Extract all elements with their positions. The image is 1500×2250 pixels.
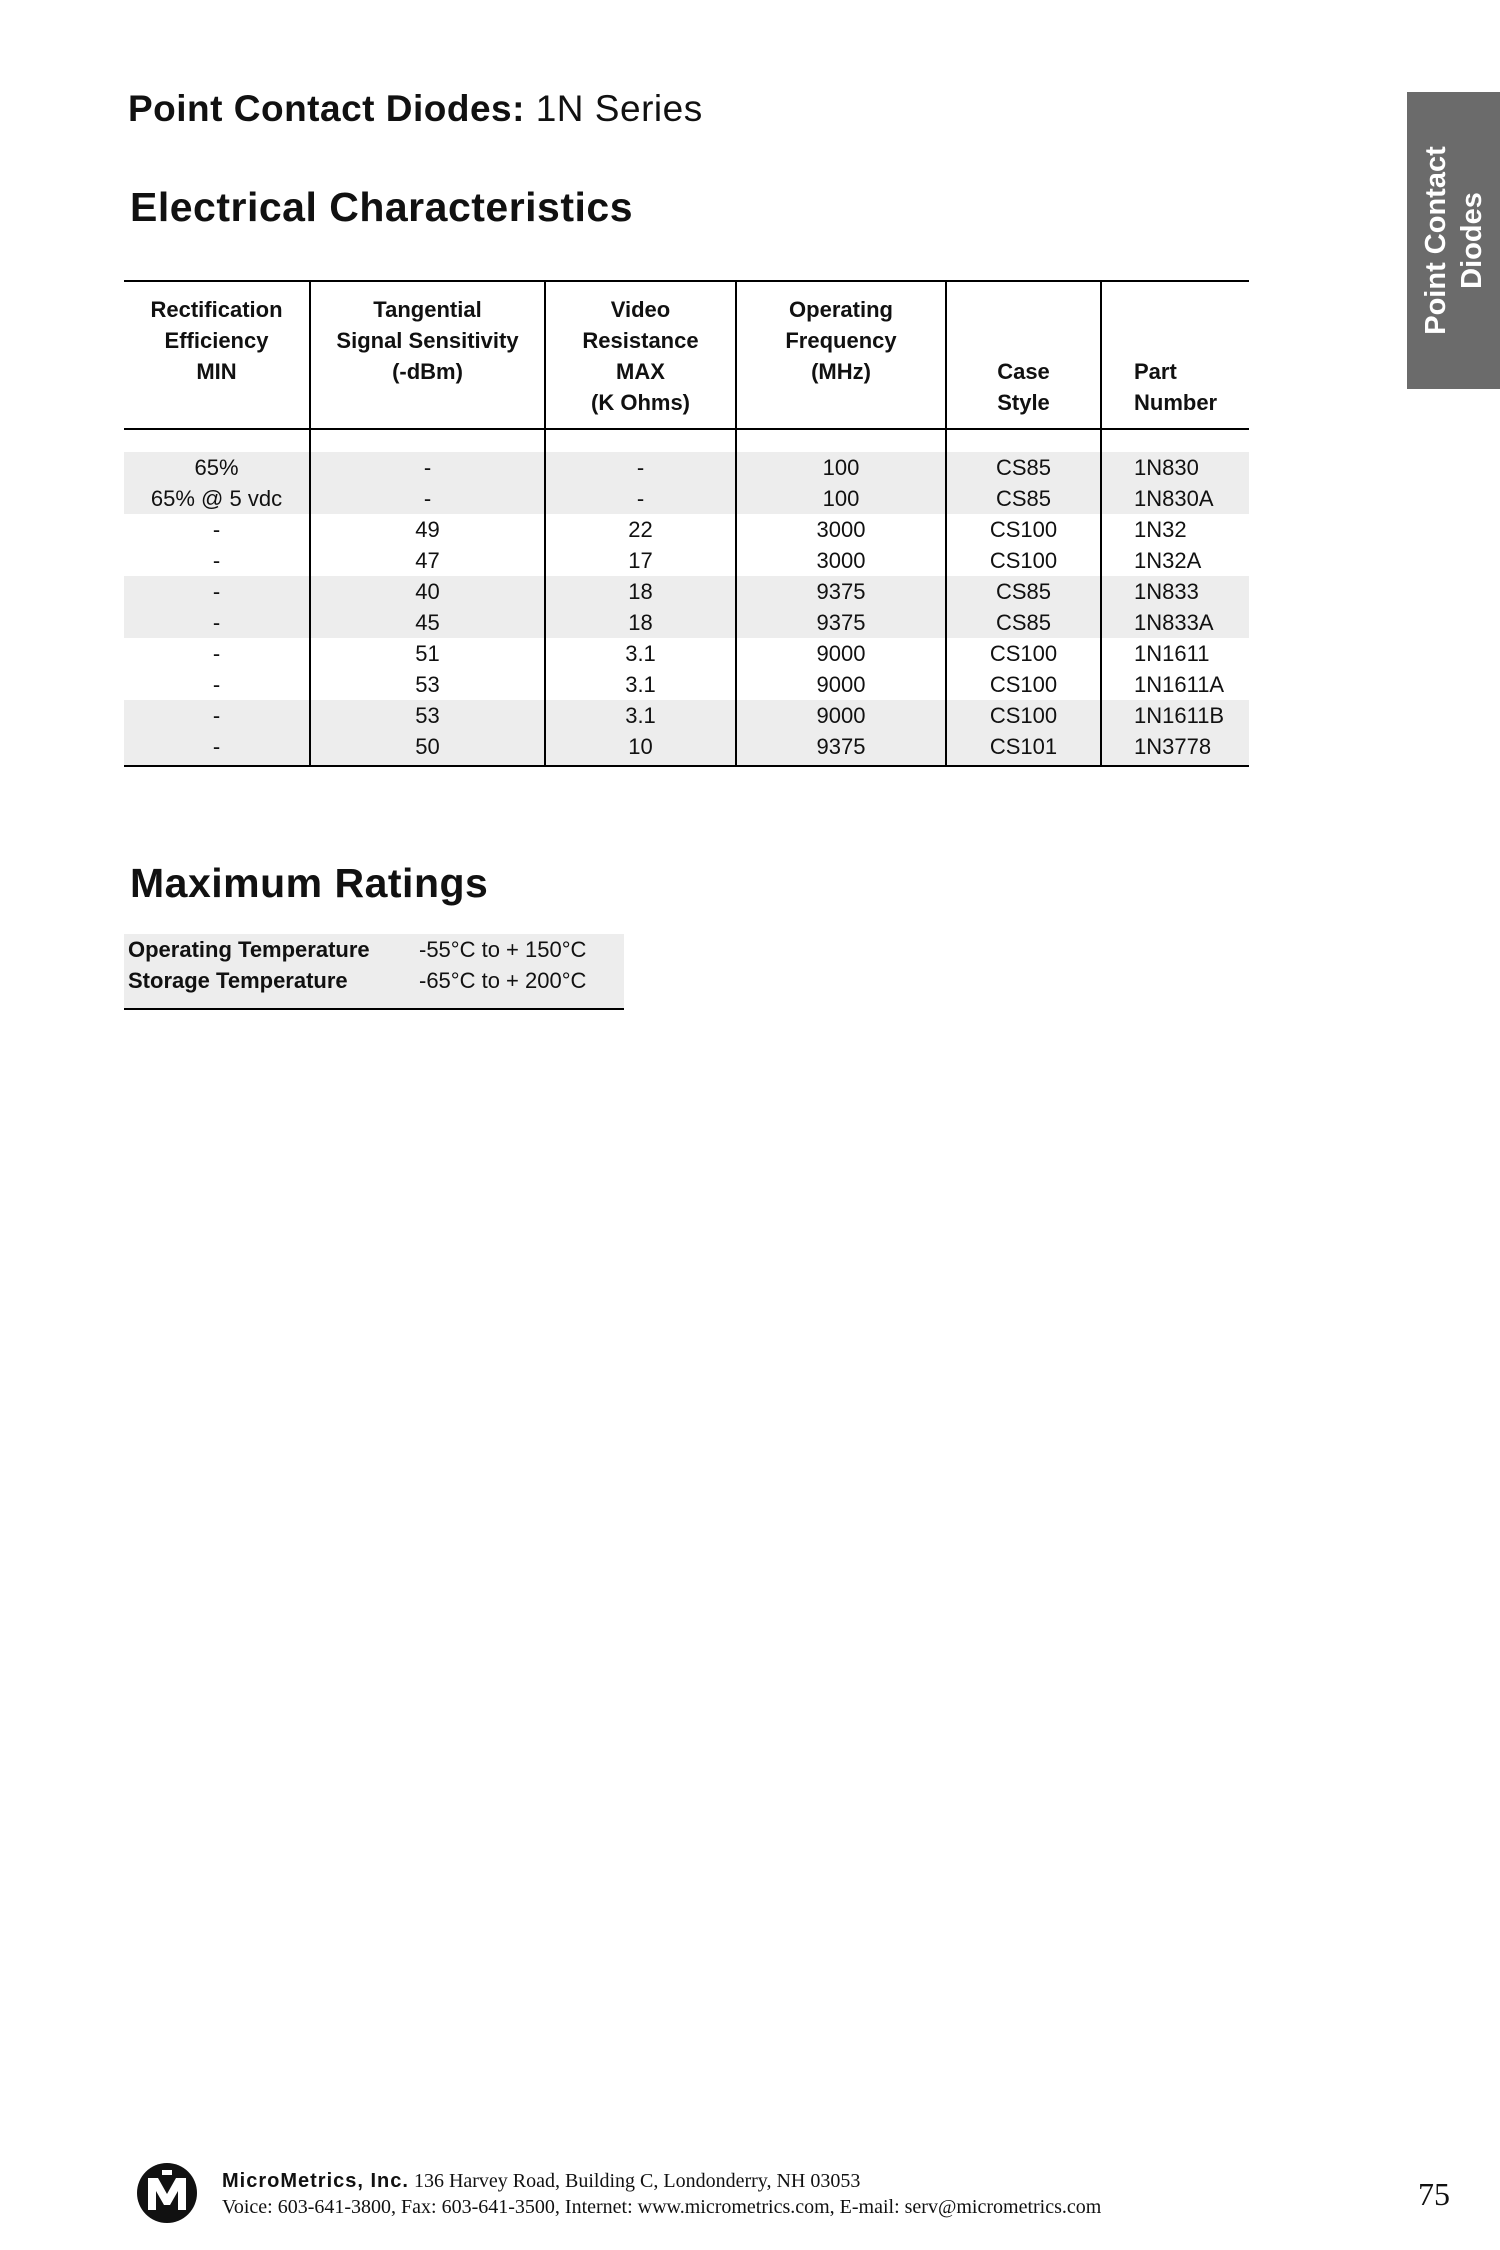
footer: [222, 2168, 1101, 2220]
cell-efficiency: 65% @ 5 vdc: [124, 483, 310, 514]
ratings-row: [124, 934, 624, 965]
footer-address: 136 Harvey Road, Building C, Londonderry, NH 03053: [413, 2170, 861, 2192]
cell-sensitivity: 45: [310, 607, 545, 638]
header-rectification-efficiency: [124, 281, 310, 429]
cell-frequency: 100: [736, 483, 946, 514]
header-tangential-sensitivity: [310, 281, 545, 429]
cell-part-number: 1N1611A: [1101, 669, 1249, 700]
footer-company: MicroMetrics, Inc.: [222, 2170, 409, 2192]
footer-contact: Voice: 603-641-3800, Fax: 603-641-3500, Internet: www.micrometrics.com, E-mail: serv@micrometrics.com: [222, 2196, 1102, 2218]
header-line: [741, 387, 941, 418]
cell-efficiency: -: [212, 548, 221, 573]
cell-part-number: 1N32A: [1101, 545, 1249, 576]
cell-part-number: 1N32: [1101, 514, 1249, 545]
cell-part-number: 1N833: [1101, 576, 1249, 607]
electrical-title: Electrical Characteristics: [130, 184, 633, 230]
cell-case-style: CS85: [946, 483, 1101, 514]
cell-efficiency: -: [124, 607, 310, 638]
cell-sensitivity: 53: [310, 669, 545, 700]
cell-frequency: 100: [736, 452, 946, 483]
header-line: [128, 387, 305, 418]
cell-resistance: 3.1: [545, 669, 736, 700]
table-row: [124, 731, 1249, 766]
header-line: Operating: [789, 297, 893, 322]
cell-part-number: 1N833A: [1101, 607, 1249, 638]
table-row: [124, 576, 1249, 607]
side-tab-line-1: Point Contact: [1419, 146, 1452, 335]
heading-bold: Point Contact Diodes:: [128, 88, 525, 129]
cell-frequency: 9000: [736, 669, 946, 700]
cell-case-style: CS85: [946, 576, 1101, 607]
cell-case-style: CS85: [946, 607, 1101, 638]
rating-label: Storage Temperature: [124, 965, 415, 1009]
cell-resistance: 18: [545, 607, 736, 638]
header-row: [124, 281, 1249, 429]
header-line: (K Ohms): [591, 390, 690, 415]
cell-efficiency: -: [212, 672, 221, 697]
cell-part-number: 1N1611B: [1101, 700, 1249, 731]
cell-efficiency: -: [124, 731, 310, 766]
cell-efficiency: -: [124, 700, 310, 731]
table-row: [124, 545, 1249, 576]
cell-resistance: 22: [545, 514, 736, 545]
table-row: [124, 607, 1249, 638]
table-row: [124, 483, 1249, 514]
heading-series: 1N Series: [535, 88, 703, 129]
page-heading: [128, 88, 703, 130]
cell-frequency: 9375: [736, 607, 946, 638]
cell-part-number: 1N830A: [1101, 483, 1249, 514]
cell-frequency: 9000: [736, 700, 946, 731]
cell-sensitivity: -: [310, 452, 545, 483]
cell-resistance: 17: [545, 545, 736, 576]
cell-case-style: CS101: [946, 731, 1101, 766]
header-line: Frequency: [785, 328, 897, 353]
header-line: [315, 387, 540, 418]
header-case-style: [946, 281, 1101, 429]
rating-value: -65°C to + 200°C: [415, 965, 624, 1009]
side-tab-line-2: Diodes: [1455, 192, 1488, 289]
rating-label: Operating Temperature: [124, 934, 415, 965]
header-line: (-dBm): [392, 359, 463, 384]
table-row: [124, 669, 1249, 700]
header-line: Signal Sensitivity: [336, 328, 519, 353]
header-line: Resistance: [582, 328, 699, 353]
side-tab: [1407, 92, 1500, 389]
header-line: Style: [997, 390, 1050, 415]
cell-sensitivity: 47: [310, 545, 545, 576]
cell-resistance: 10: [545, 731, 736, 766]
page-number: 75: [1418, 2176, 1450, 2212]
ratings-row: [124, 965, 624, 1009]
cell-case-style: CS100: [946, 514, 1101, 545]
header-line: Rectification: [150, 297, 283, 322]
cell-efficiency: -: [124, 576, 310, 607]
cell-sensitivity: 49: [310, 514, 545, 545]
cell-frequency: 9000: [736, 638, 946, 669]
cell-sensitivity: -: [310, 483, 545, 514]
cell-efficiency: -: [212, 641, 221, 666]
cell-sensitivity: 51: [310, 638, 545, 669]
table-row: [124, 700, 1249, 731]
header-line: (MHz): [811, 359, 871, 384]
cell-case-style: CS100: [946, 638, 1101, 669]
cell-part-number: 1N1611: [1101, 638, 1249, 669]
cell-resistance: 3.1: [545, 700, 736, 731]
header-line: MAX: [616, 359, 665, 384]
header-line: Tangential: [373, 297, 482, 322]
header-line: Number: [1134, 390, 1218, 415]
cell-resistance: 18: [545, 576, 736, 607]
cell-sensitivity: 40: [310, 576, 545, 607]
header-part-number: [1101, 281, 1249, 429]
header-line: MIN: [196, 359, 237, 384]
rating-value: -55°C to + 150°C: [415, 934, 624, 965]
cell-case-style: CS100: [946, 700, 1101, 731]
cell-resistance: -: [545, 452, 736, 483]
cell-part-number: 1N830: [1101, 452, 1249, 483]
cell-frequency: 9375: [736, 731, 946, 766]
table-row: [124, 638, 1249, 669]
cell-resistance: 3.1: [545, 638, 736, 669]
header-line: Video: [610, 297, 671, 322]
electrical-table: [124, 280, 1249, 767]
micrometrics-logo-icon: [136, 2162, 198, 2224]
cell-frequency: 9375: [736, 576, 946, 607]
header-video-resistance: [545, 281, 736, 429]
cell-part-number: 1N3778: [1101, 731, 1249, 766]
cell-frequency: 3000: [736, 545, 946, 576]
cell-resistance: -: [545, 483, 736, 514]
ratings-title: Maximum Ratings: [130, 860, 489, 906]
table-row: [124, 452, 1249, 483]
cell-efficiency: -: [212, 517, 221, 542]
header-line: Part: [1134, 359, 1177, 384]
header-line: Efficiency: [164, 328, 269, 353]
cell-case-style: CS100: [946, 545, 1101, 576]
header-line: Case: [997, 359, 1050, 384]
cell-sensitivity: 53: [310, 700, 545, 731]
cell-case-style: CS100: [946, 669, 1101, 700]
table-row: [124, 514, 1249, 545]
ratings-table: [124, 934, 624, 1010]
header-operating-frequency: [736, 281, 946, 429]
cell-case-style: CS85: [946, 452, 1101, 483]
cell-frequency: 3000: [736, 514, 946, 545]
cell-efficiency: 65%: [124, 452, 310, 483]
cell-sensitivity: 50: [310, 731, 545, 766]
